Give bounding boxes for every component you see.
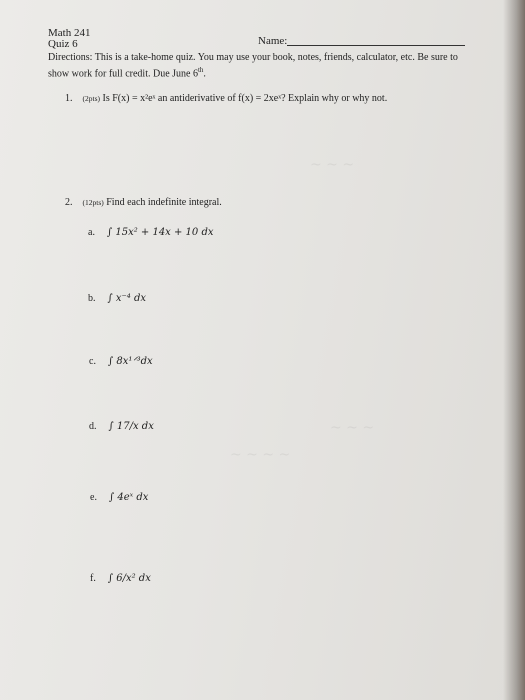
directions-end: . bbox=[203, 68, 206, 80]
part-f bbox=[90, 568, 151, 586]
question-2-text: Find each indefinite integral. bbox=[106, 197, 222, 208]
part-e-label: e. bbox=[90, 492, 97, 503]
part-a-label: a. bbox=[88, 227, 95, 238]
part-d-integral: ∫ 17/x dx bbox=[108, 421, 154, 432]
part-c-integral: ∫ 8x¹ᐟ³dx bbox=[107, 356, 153, 367]
bleed-through-mark: ~ ~ ~ bbox=[310, 157, 355, 173]
question-1-text: Is F(x) = x²eˣ an antiderivative of f(x) = 2xeˣ? Explain why or why not. bbox=[102, 93, 388, 104]
due-date-superscript: th bbox=[197, 66, 204, 74]
name-label: Name: bbox=[258, 35, 288, 47]
directions bbox=[48, 52, 468, 80]
part-d-label: d. bbox=[89, 421, 97, 432]
bleed-through-mark: ~ ~ ~ ~ bbox=[230, 447, 291, 463]
quiz-title: Quiz 6 bbox=[48, 38, 78, 50]
part-c bbox=[89, 351, 153, 369]
question-2-points: (12pts) bbox=[82, 198, 104, 207]
question-2-number: 2. bbox=[65, 197, 73, 208]
part-b-label: b. bbox=[88, 293, 96, 304]
part-b bbox=[88, 288, 146, 306]
part-e bbox=[90, 487, 148, 505]
part-f-integral: ∫ 6/x² dx bbox=[107, 573, 151, 584]
page-edge-shadow bbox=[503, 0, 525, 700]
name-blank-line bbox=[287, 45, 465, 46]
part-a-integral: ∫ 15x² + 14x + 10 dx bbox=[106, 227, 214, 238]
directions-text: Directions: This is a take-home quiz. You may use your book, notes, friends, calculator, etc. Be sure to show work for full credit. Due June 6 bbox=[48, 52, 458, 80]
part-a bbox=[88, 222, 214, 240]
question-2 bbox=[65, 197, 222, 208]
part-d bbox=[89, 416, 154, 434]
part-c-label: c. bbox=[89, 356, 96, 367]
course-title: Math 241 bbox=[48, 27, 91, 39]
question-1-points: (2pts) bbox=[82, 94, 100, 103]
question-1 bbox=[65, 93, 387, 104]
bleed-through-mark: ~ ~ ~ bbox=[330, 420, 375, 436]
part-b-integral: ∫ x⁻⁴ dx bbox=[107, 293, 147, 304]
part-e-integral: ∫ 4eˣ dx bbox=[108, 492, 149, 503]
question-1-number: 1. bbox=[65, 93, 73, 104]
part-f-label: f. bbox=[90, 573, 96, 584]
